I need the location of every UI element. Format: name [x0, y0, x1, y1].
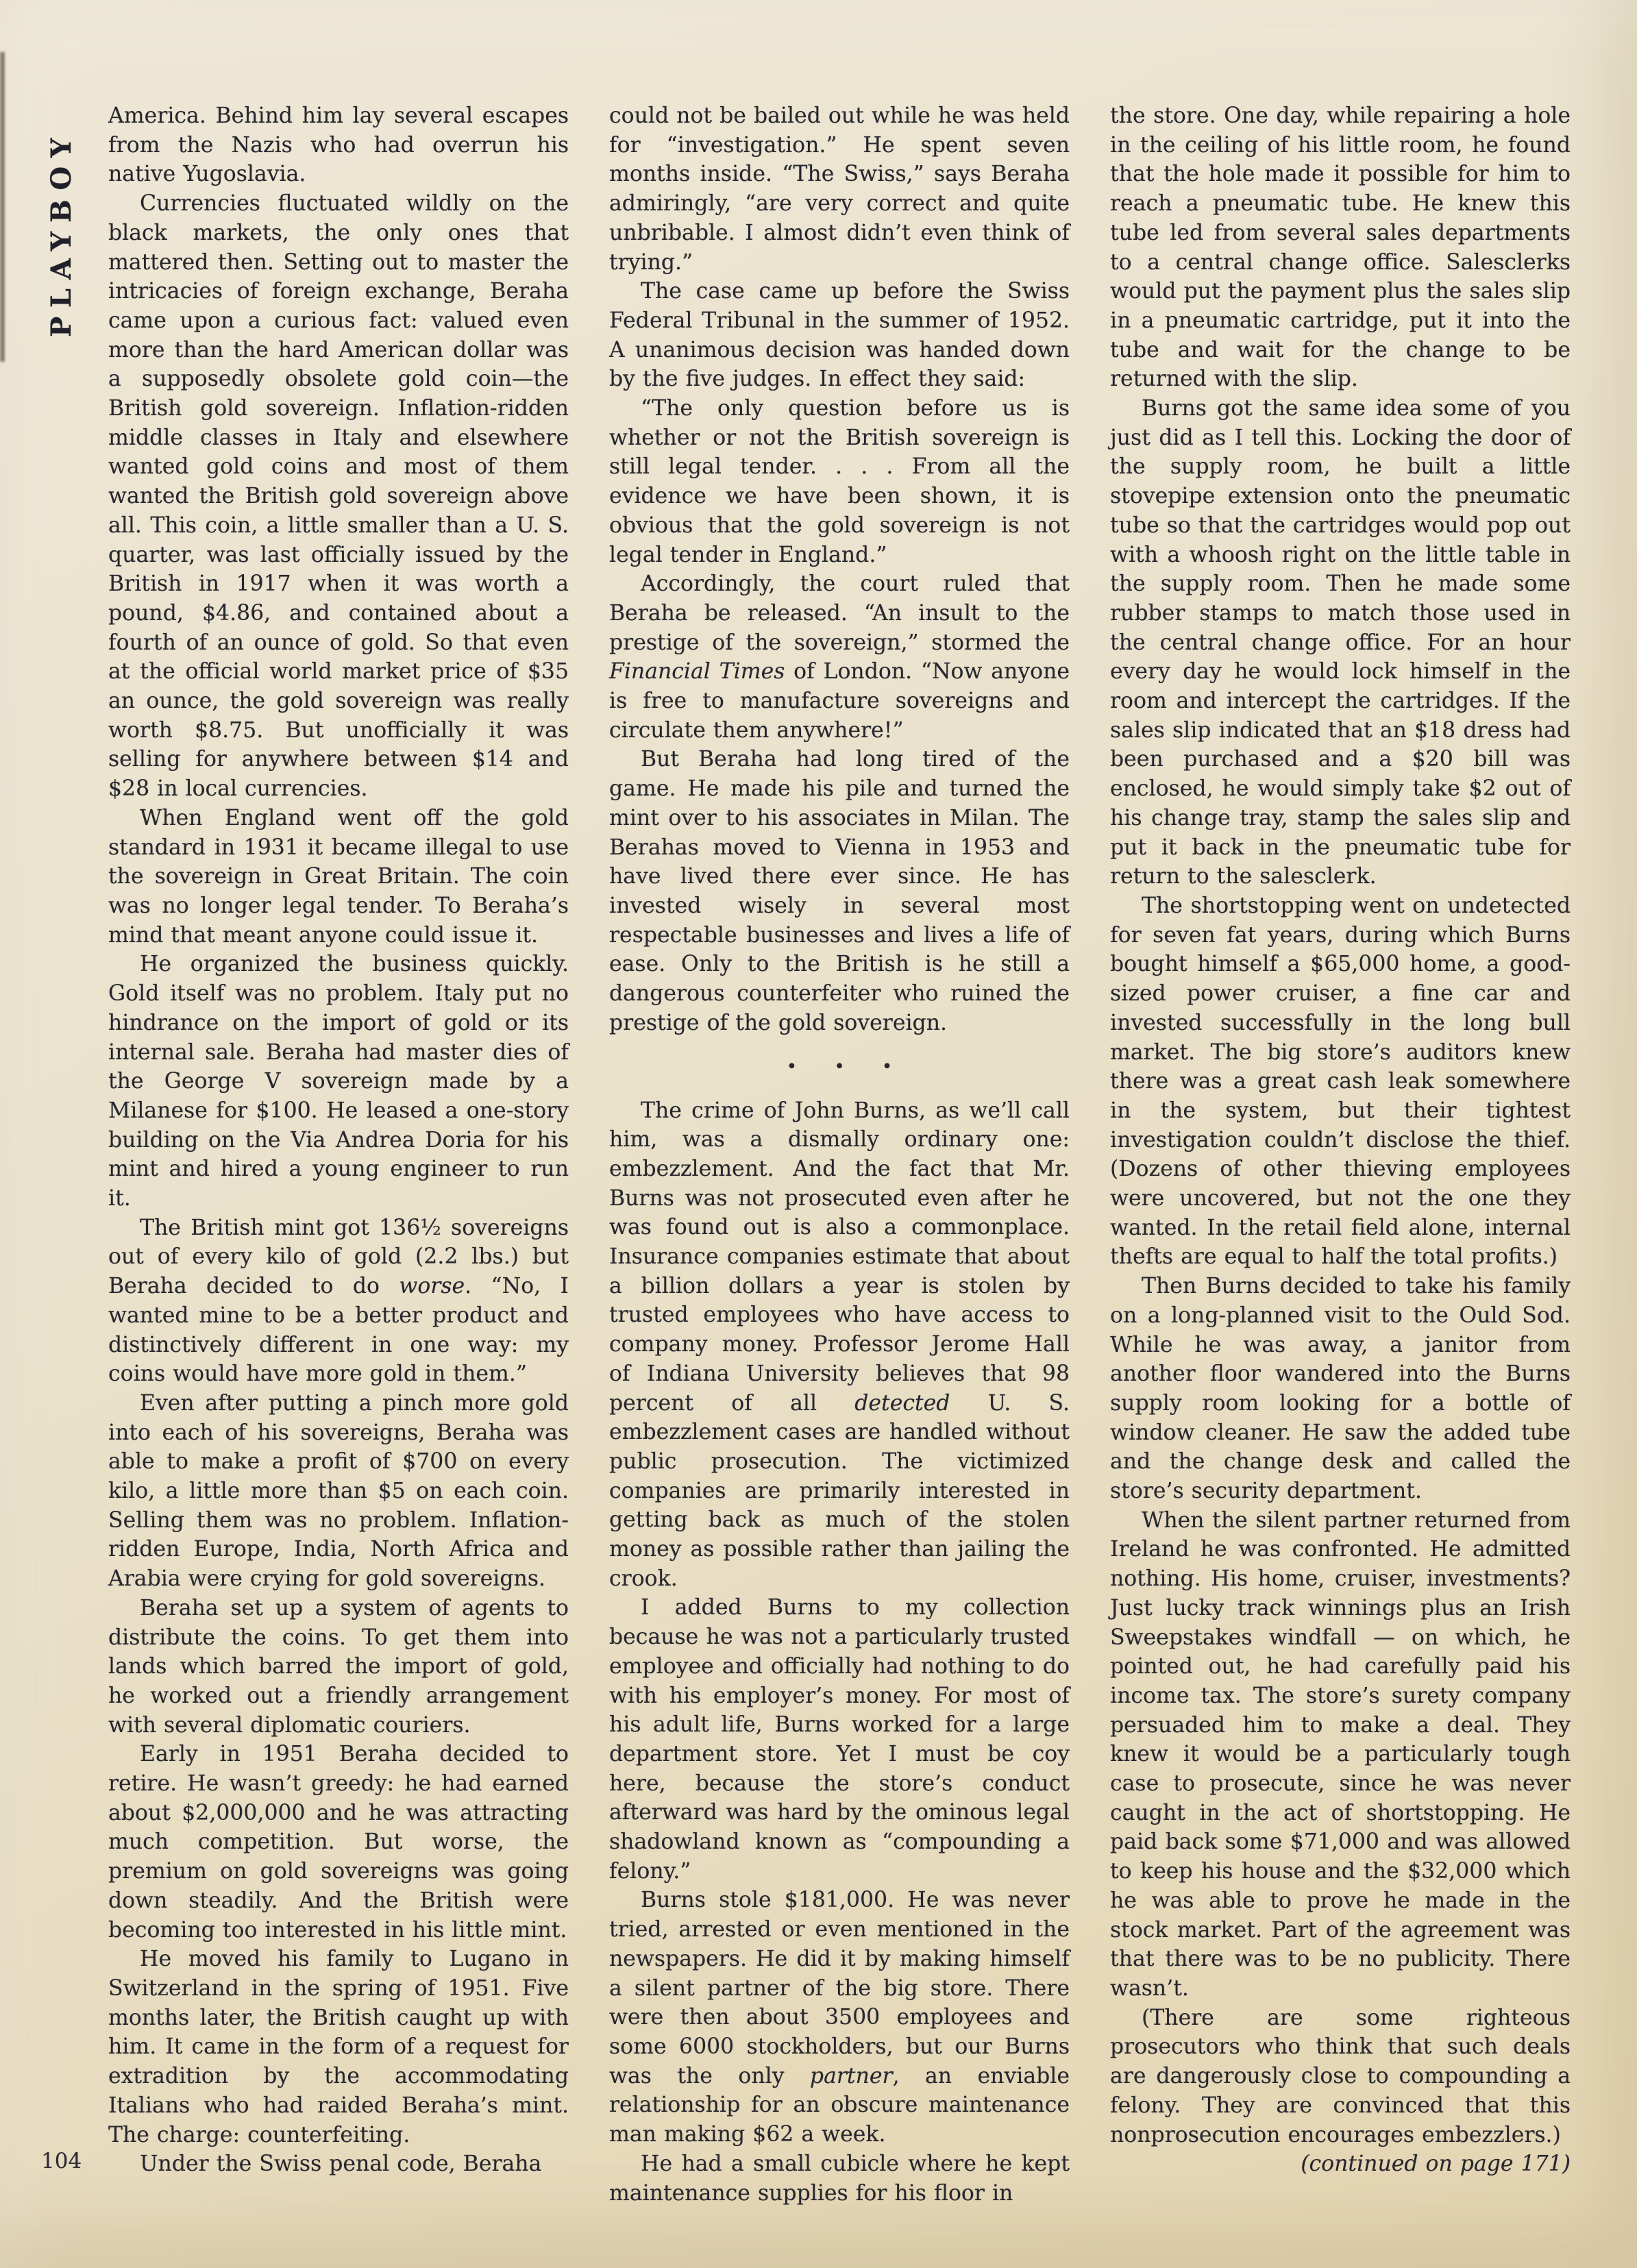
text-segment: Burns stole $181,000. He was never tried, arrested or even mentioned in the newspapers. He did it by making himself a silent partner of the big store. There were then about 3500 employees and some 6000 stockholders, but our Burns was the only	[609, 1888, 1070, 2088]
text-segment: He had a small cubicle where he kept maintenance supplies for his floor in	[609, 2151, 1070, 2206]
text-segment: Burns got the same idea some of you just did as I tell this. Locking the door of the supply room, he built a little stovepipe extension onto the pneumatic tube so that the cartridges would pop out with a whoosh right on the little table in the supply room. Then he made some rubber stamps to match those used in the central change office. For an hour every day he would lock himself in the room and intercept the cartridges. If the sales slip indicated that an $18 dress had been purchased and a $20 bill was enclosed, he would simply take $2 out of his change tray, stamp the sales slip and put it back in the pneumatic tube for return to the salesclerk.	[1110, 396, 1571, 889]
text-segment: partner	[809, 2063, 893, 2088]
paragraph	[108, 101, 569, 189]
text-segment: of London. “Now anyone is free to manufacture sovereigns and circulate them anywhere!”	[609, 659, 1070, 743]
text-segment: I added Burns to my collection because he was not a particularly trusted employee and officially had nothing to do with his employer’s money. For most of his adult life, Burns worked for a large department store. Yet I must be coy here, because the store’s conduct afterward was hard by the ominous legal shadowland known as “compounding a felony.”	[609, 1595, 1070, 1884]
paragraph	[108, 1740, 569, 1945]
paragraph	[1110, 2004, 1571, 2150]
text-segment: detected	[854, 1390, 950, 1416]
paragraph	[108, 1389, 569, 1594]
paragraph	[609, 394, 1070, 569]
text-segment: worse	[399, 1274, 465, 1299]
paragraph	[1110, 1506, 1571, 2004]
paragraph	[108, 2149, 569, 2179]
section-separator: • • •	[786, 1056, 893, 1077]
text-segment: Early in 1951 Beraha decided to retire. He wasn’t greedy: he had earned about $2,000,000 and he was attracting much competition. But worse, the premium on gold sovereigns was going down steadily. And the British were becoming too interested in his little mint.	[108, 1742, 569, 1943]
text-segment: (continued on page 171)	[1301, 2152, 1571, 2177]
paragraph	[609, 1593, 1070, 1886]
page-number: 104	[41, 2149, 82, 2173]
text-segment: Even after putting a pinch more gold into each of his sovereigns, Beraha was able to make a profit of $700 on every kilo, a little more than $5 on each coin. Selling them was no problem. Inflation-ridden Europe, India, North Africa and Arabia were crying for gold sovereigns.	[108, 1390, 569, 1592]
text-segment: When the silent partner returned from Ireland he was confronted. He admitted nothing. His home, cruiser, investments? Just lucky track winnings plus an Irish Sweepstakes windfall — on which, he pointed out, he had carefully paid his income tax. The store’s surety company persuaded him to make a deal. They knew it would be a particularly tough case to prosecute, since he was never caught in the act of shortstopping. He paid back some $71,000 and was allowed to keep his house and the $32,000 which he was able to prove he made in the stock market. Part of the agreement was that there was to be no publicity. There wasn’t.	[1110, 1507, 1571, 2001]
column-2	[609, 101, 1070, 2208]
paragraph	[108, 1945, 569, 2149]
text-segment: The case came up before the Swiss Federal Tribunal in the summer of 1952. A unanimous decision was handed down by the five judges. In effect they said:	[609, 279, 1070, 392]
text-segment: He organized the business quickly. Gold itself was no problem. Italy put no hindrance on the import of gold or its internal sale. Beraha had master dies of the George V sovereign made by a Milanese for $100. He leased a one-story building on the Via Andrea Doria for his mint and hired a young engineer to run it.	[108, 952, 569, 1211]
paragraph	[609, 1886, 1070, 2149]
paragraph	[609, 277, 1070, 394]
text-segment: The crime of John Burns, as we’ll call him, was a dismally ordinary one: embezzlement. And the fact that Mr. Burns was not prosecuted even after he was found out is also a commonplace. Insurance companies estimate that about a billion dollars a year is stolen by trusted employees who have access to company money. Professor Jerome Hall of Indiana University believes that 98 percent of all	[609, 1098, 1070, 1416]
paragraph	[108, 804, 569, 950]
text-segment: America. Behind him lay several escapes from the Nazis who had overrun his native Yugoslavia.	[108, 103, 569, 187]
text-segment: Accordingly, the court ruled that Beraha be released. “An insult to the prestige of the sovereign,” stormed the	[609, 571, 1070, 655]
paragraph	[108, 950, 569, 1213]
scan-edge-artifact	[0, 52, 5, 362]
paragraph	[1110, 394, 1571, 891]
text-segment: The British mint got 136½ sovereigns out of every kilo of gold (2.2 lbs.) but Beraha decided to do	[108, 1215, 569, 1299]
paragraph	[609, 101, 1070, 277]
paragraph	[108, 189, 569, 804]
text-segment: Then Burns decided to take his family on a long-planned visit to the Ould Sod. While he was away, a janitor from another floor wandered into the Burns supply room looking for a bottle of window cleaner. He saw the added tube and the change desk and called the store’s security department.	[1110, 1274, 1571, 1504]
text-segment: Beraha set up a system of agents to distribute the coins. To get them into lands which barred the import of gold, he worked out a friendly arrangement with several diplomatic couriers.	[108, 1595, 569, 1738]
paragraph	[1110, 891, 1571, 1272]
text-segment: But Beraha had long tired of the game. He made his pile and turned the mint over to his associates in Milan. The Berahas moved to Vienna in 1953 and have lived there ever since. He has invested wisely in several most respectable businesses and lives a life of ease. Only to the British is he still a dangerous counterfeiter who ruined the prestige of the gold sovereign.	[609, 747, 1070, 1035]
text-segment: “The only question before us is whether or not the British sovereign is still legal tender. . . . From all the evidence we have been shown, it is obvious that the gold sovereign is not legal tender in England.”	[609, 396, 1070, 567]
text-segment: could not be bailed out while he was held for “investigation.” He spent seven months inside. “The Swiss,” says Beraha admiringly, “are very correct and quite unbribable. I almost didn’t even think of trying.”	[609, 103, 1070, 275]
column-1	[108, 101, 569, 2208]
paragraph	[609, 745, 1070, 1037]
text-segment: Under the Swiss penal code, Beraha	[140, 2152, 542, 2177]
paragraph	[609, 2149, 1070, 2208]
text-segment: When England went off the gold standard in 1931 it became illegal to use the sovereign in Great Britain. The coin was no longer legal tender. To Beraha’s mind that meant anyone could issue it.	[108, 805, 569, 948]
text-segment: (There are some righteous prosecutors who think that such deals are dangerously close to compounding a felony. They are convinced that this nonprosecution encourages embezzlers.)	[1110, 2005, 1571, 2147]
paragraph	[1110, 101, 1571, 394]
text-segment: Currencies fluctuated wildly on the black markets, the only ones that mattered then. Setting out to master the intricacies of foreign exchange, Beraha came upon a curious fact: valued even more than the hard American dollar was a supposedly obsolete gold coin—the British gold sovereign. Inflation-ridden middle classes in Italy and elsewhere wanted gold coins and most of them wanted the British gold sovereign above all. This coin, a little smaller than a U. S. quarter, was last officially issued by the British in 1917 when it was worth a pound, $4.86, and contained about a fourth of an ounce of gold. So that even at the official world market price of $35 an ounce, the gold sovereign was really worth $8.75. But unofficially it was selling for anywhere between $14 and $28 in local currencies.	[108, 191, 569, 802]
text-segment: He moved his family to Lugano in Switzerland in the spring of 1951. Five months later, the British caught up with him. It came in the form of a request for extradition by the accommodating Italians who had raided Beraha’s mint. The charge: counterfeiting.	[108, 1947, 569, 2147]
magazine-name-vertical: PLAYBOY	[45, 129, 77, 337]
paragraph	[1110, 1272, 1571, 1506]
text-segment: , an enviable relationship for an obscure maintenance man making $62 a week.	[609, 2063, 1070, 2147]
text-segment: The shortstopping went on undetected for seven fat years, during which Burns bought himself a $65,000 home, a good-sized power cruiser, a fine car and invested successfully in the long bull market. The big store’s auditors knew there was a great cash leak somewhere in the system, but their tightest investigation couldn’t disclose the thief. (Dozens of other thieving employees were uncovered, but not the one they wanted. In the retail field alone, internal thefts are equal to half the total profits.)	[1110, 893, 1571, 1270]
article-columns	[108, 101, 1571, 2208]
paragraph	[609, 569, 1070, 745]
text-segment: U. S. embezzlement cases are handled without public prosecution. The victimized companies are primarily interested in getting back as much of the stolen money as possible rather than jailing the crook.	[609, 1390, 1070, 1591]
paragraph	[1110, 2149, 1571, 2179]
text-segment: the store. One day, while repairing a hole in the ceiling of his little room, he found that the hole made it possible for him to reach a pneumatic tube. He knew this tube led from several sales departments to a central change office. Salesclerks would put the payment plus the sales slip in a pneumatic cartridge, put it into the tube and wait for the change to be returned with the slip.	[1110, 103, 1571, 392]
paragraph	[609, 1096, 1070, 1594]
text-segment: Financial Times	[609, 659, 785, 685]
paragraph	[108, 1213, 569, 1389]
column-3	[1110, 101, 1571, 2208]
paragraph	[108, 1594, 569, 1740]
text-segment: . “No, I wanted mine to be a better product and distinctively different in one way: my coins would have more gold in them.”	[108, 1274, 569, 1387]
